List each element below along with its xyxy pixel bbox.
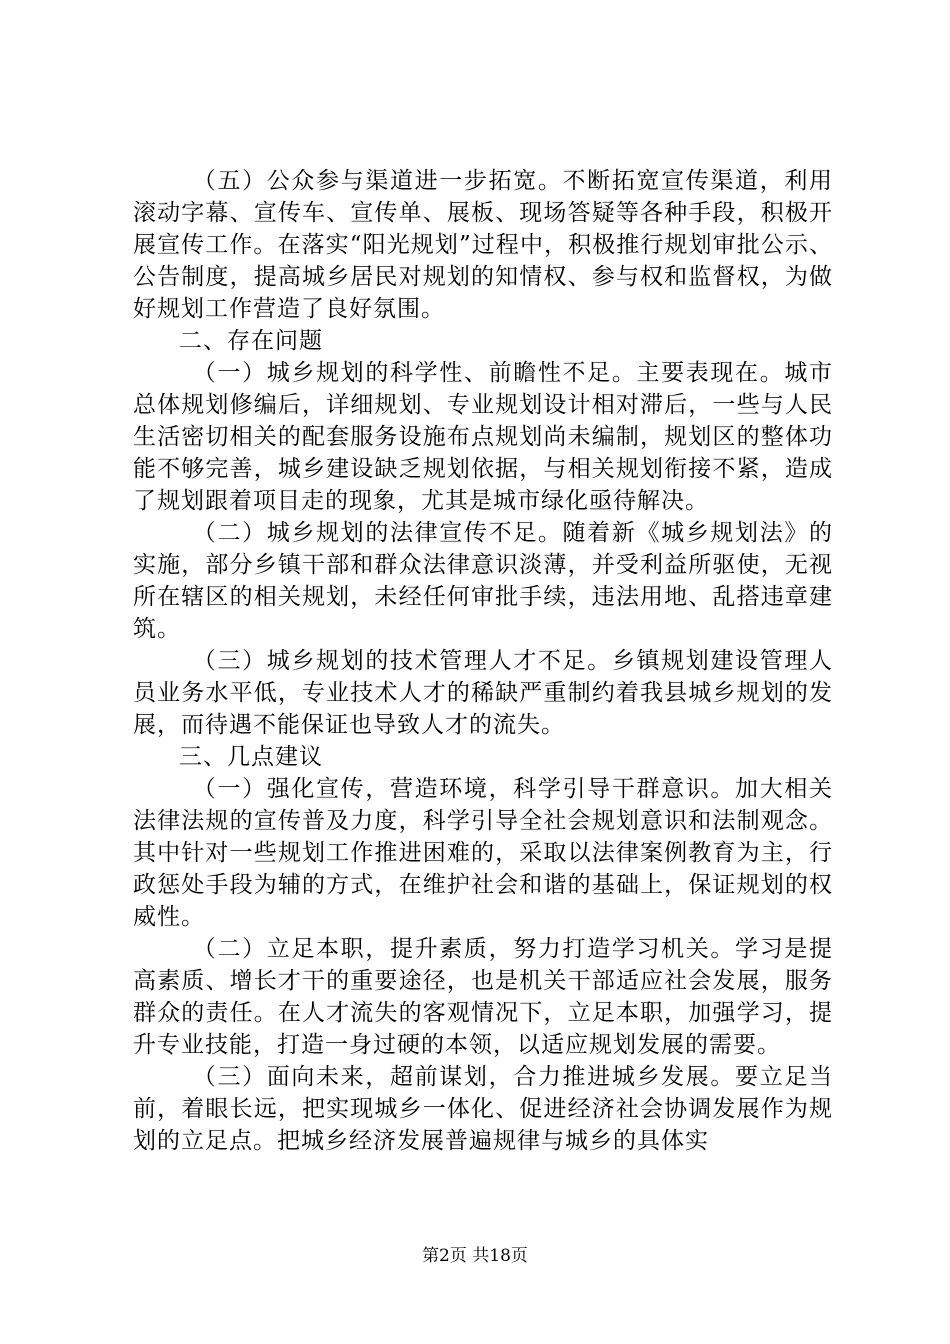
section-heading-problems: 二、存在问题 — [179, 328, 323, 354]
paragraph-problem-1: （一）城乡规划的科学性、前瞻性不足。主要表现在。城市总体规划修编后，详细规划、专业规划设计相对滞后，一些与人民生活密切相关的配套服务设施布点规划尚未编制，规划区的整体功能不够完善，城乡建设缺乏规划依据，与相关规划衔接不紧，造成了规划跟着项目走的现象，尤其是城市绿化亟待解决。 — [133, 360, 833, 514]
document-body — [133, 165, 833, 1157]
section-heading-suggestions: 三、几点建议 — [179, 744, 323, 770]
page-number-footer: 第2页 共18页 — [422, 1246, 528, 1266]
paragraph-problem-3: （三）城乡规划的技术管理人才不足。乡镇规划建设管理人员业务水平低，专业技术人才的稀缺严重制约着我县城乡规划的发展，而待遇不能保证也导致人才的流失。 — [133, 648, 833, 738]
paragraph-suggestion-1: （一）强化宣传，营造环境，科学引导干群意识。加大相关法律法规的宣传普及力度，科学引导全社会规划意识和法制观念。其中针对一些规划工作推进困难的，采取以法律案例教育为主，行政惩处手段为辅的方式，在维护社会和谐的基础上，保证规划的权威性。 — [133, 776, 833, 930]
paragraph-suggestion-3: （三）面向未来，超前谋划，合力推进城乡发展。要立足当前，着眼长远，把实现城乡一体化、促进经济社会协调发展作为规划的立足点。把城乡经济发展普遍规律与城乡的具体实 — [133, 1064, 833, 1154]
paragraph-public-participation: （五）公众参与渠道进一步拓宽。不断拓宽宣传渠道，利用滚动字幕、宣传车、宣传单、展板、现场答疑等各种手段，积极开展宣传工作。在落实“阳光规划”过程中，积极推行规划审批公示、公告制度，提高城乡居民对规划的知情权、参与权和监督权，为做好规划工作营造了良好氛围。 — [133, 168, 833, 322]
paragraph-problem-2: （二）城乡规划的法律宣传不足。随着新《城乡规划法》的实施，部分乡镇干部和群众法律意识淡薄，并受利益所驱使，无视所在辖区的相关规划，未经任何审批手续，违法用地、乱搭违章建筑。 — [133, 520, 833, 642]
paragraph-suggestion-2: （二）立足本职，提升素质，努力打造学习机关。学习是提高素质、增长才干的重要途径，也是机关干部适应社会发展，服务群众的责任。在人才流失的客观情况下，立足本职，加强学习，提升专业技能，打造一身过硬的本领，以适应规划发展的需要。 — [133, 936, 833, 1058]
